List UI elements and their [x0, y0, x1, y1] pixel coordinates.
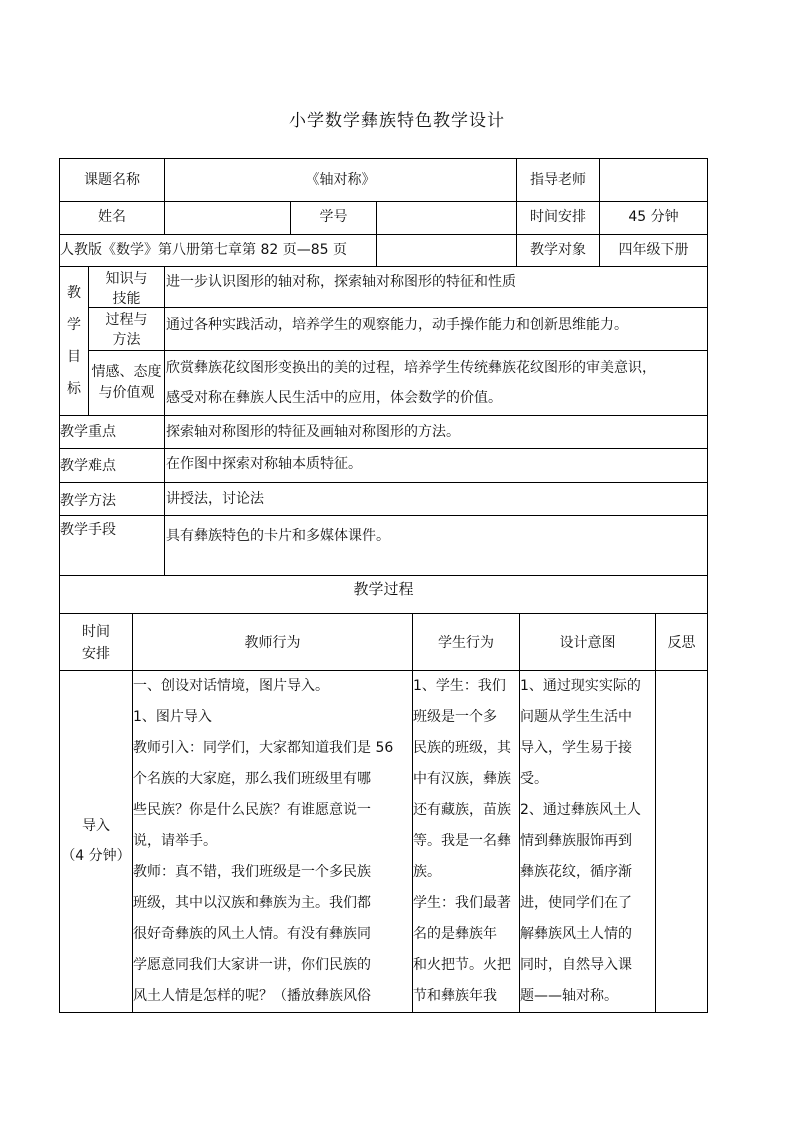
text-line: 题——轴对称。 — [520, 988, 618, 1004]
text-line: 2、通过彝族风土人 — [520, 802, 641, 818]
goal-emotion-label: 与价值观 — [98, 385, 155, 401]
goals-label-char: 学 — [67, 317, 81, 333]
text-line: 族。 — [413, 864, 441, 880]
goal-knowledge-text: 进一步认识图形的轴对称，探索轴对称图形的特征和性质 — [166, 274, 516, 290]
text-line: 进，使同学们在了 — [520, 895, 632, 911]
text-line: 解彝族风土人情的 — [520, 926, 632, 942]
difficulty-label: 教学难点 — [60, 458, 116, 474]
text-line: 问题从学生生活中 — [520, 709, 632, 725]
text-line: 些民族？你是什么民族？有谁愿意说一 — [133, 802, 371, 818]
intro-teacher-text — [133, 671, 412, 1012]
text-line: 学生：我们最著 — [413, 895, 511, 911]
col-teacher-header: 教师行为 — [244, 635, 301, 651]
intro-design-text — [520, 671, 655, 1012]
text-line: 情到彝族服饰再到 — [520, 833, 632, 849]
goal-process-label: 方法 — [112, 332, 141, 348]
topic-value: 《轴对称》 — [305, 172, 376, 188]
key-point-value: 探索轴对称图形的特征及画轴对称图形的方法。 — [166, 424, 460, 440]
name-label: 姓名 — [98, 209, 126, 225]
process-heading: 教学过程 — [353, 580, 414, 598]
text-line: 个名族的大家庭，那么我们班级里有哪 — [133, 771, 371, 787]
text-line: 还有藏族，苗族 — [413, 802, 511, 818]
time-label: 时间安排 — [530, 209, 586, 225]
text-line: 同时，自然导入课 — [520, 957, 632, 973]
text-line: 1、图片导入 — [133, 709, 212, 725]
key-point-label: 教学重点 — [60, 424, 116, 440]
text-line: 中有汉族，彝族 — [413, 771, 511, 787]
text-line: 民族的班级，其 — [413, 740, 511, 756]
text-line: 等。我是一名彝 — [413, 833, 511, 849]
text-line: 受。 — [520, 771, 548, 787]
col-time-header: 安排 — [82, 646, 110, 662]
goal-emotion-text: 欣赏彝族花纹图形变换出的美的过程，培养学生传统彝族花纹图形的审美意识， — [166, 360, 656, 376]
text-line: 班级，其中以汉族和彝族为主。我们都 — [133, 895, 371, 911]
text-line: 1、通过现实实际的 — [520, 678, 641, 694]
means-value: 具有彝族特色的卡片和多媒体课件。 — [166, 528, 390, 544]
goals-label-char: 目 — [67, 349, 81, 365]
audience-value: 四年级下册 — [618, 242, 689, 258]
time-value: 45 分钟 — [628, 209, 679, 225]
intro-time-label: 导入 — [82, 818, 110, 834]
goal-knowledge-label: 知识与 — [105, 271, 148, 287]
col-design-header: 设计意图 — [559, 635, 616, 651]
text-line: 1、学生：我们 — [413, 678, 506, 694]
goals-label-char: 教 — [67, 285, 81, 301]
difficulty-value: 在作图中探索对称轴本质特征。 — [166, 456, 362, 472]
textbook-info: 人教版《数学》第八册第七章第 82 页—85 页 — [60, 242, 347, 258]
text-line: 教师：真不错，我们班级是一个多民族 — [133, 864, 371, 880]
col-student-header: 学生行为 — [438, 635, 494, 651]
teacher-label: 指导老师 — [530, 172, 586, 188]
intro-time-label: （4 分钟） — [61, 848, 131, 864]
goal-emotion-text: 感受对称在彝族人民生活中的应用，体会数学的价值。 — [166, 390, 502, 406]
text-line: 说，请举手。 — [133, 833, 217, 849]
text-line: 彝族花纹，循序渐 — [520, 864, 632, 880]
text-line: 和火把节。火把 — [413, 957, 511, 973]
goals-label-char: 标 — [67, 381, 81, 397]
method-label: 教学方法 — [60, 493, 116, 509]
text-line: 一、创设对话情境，图片导入。 — [133, 678, 329, 694]
topic-label: 课题名称 — [84, 172, 140, 188]
text-line: 教师引入：同学们，大家都知道我们是 56 — [133, 740, 394, 756]
means-label: 教学手段 — [60, 522, 116, 538]
text-line: 学愿意同我们大家讲一讲，你们民族的 — [133, 957, 371, 973]
text-line: 节和彝族年我 — [413, 988, 497, 1004]
col-time-header: 时间 — [82, 624, 110, 640]
text-line: 风土人情是怎样的呢？（播放彝族风俗 — [133, 988, 371, 1004]
text-line: 导入，学生易于接 — [520, 740, 632, 756]
student-id-label: 学号 — [319, 209, 348, 225]
method-value: 讲授法，讨论法 — [166, 491, 264, 507]
goal-emotion-label: 情感、态度 — [91, 364, 162, 380]
goal-knowledge-label: 技能 — [112, 291, 141, 307]
text-line: 很好奇彝族的风土人情。有没有彝族同 — [133, 926, 371, 942]
audience-label: 教学对象 — [530, 242, 586, 258]
document-title: 小学数学彝族特色教学设计 — [289, 111, 505, 131]
text-line: 名的是彝族年 — [413, 926, 497, 942]
goal-process-label: 过程与 — [105, 312, 148, 328]
intro-student-text — [413, 671, 519, 1012]
text-line: 班级是一个多 — [413, 709, 497, 725]
goal-process-text: 通过各种实践活动，培养学生的观察能力，动手操作能力和创新思维能力。 — [166, 317, 628, 333]
col-reflect-header: 反思 — [667, 635, 696, 651]
